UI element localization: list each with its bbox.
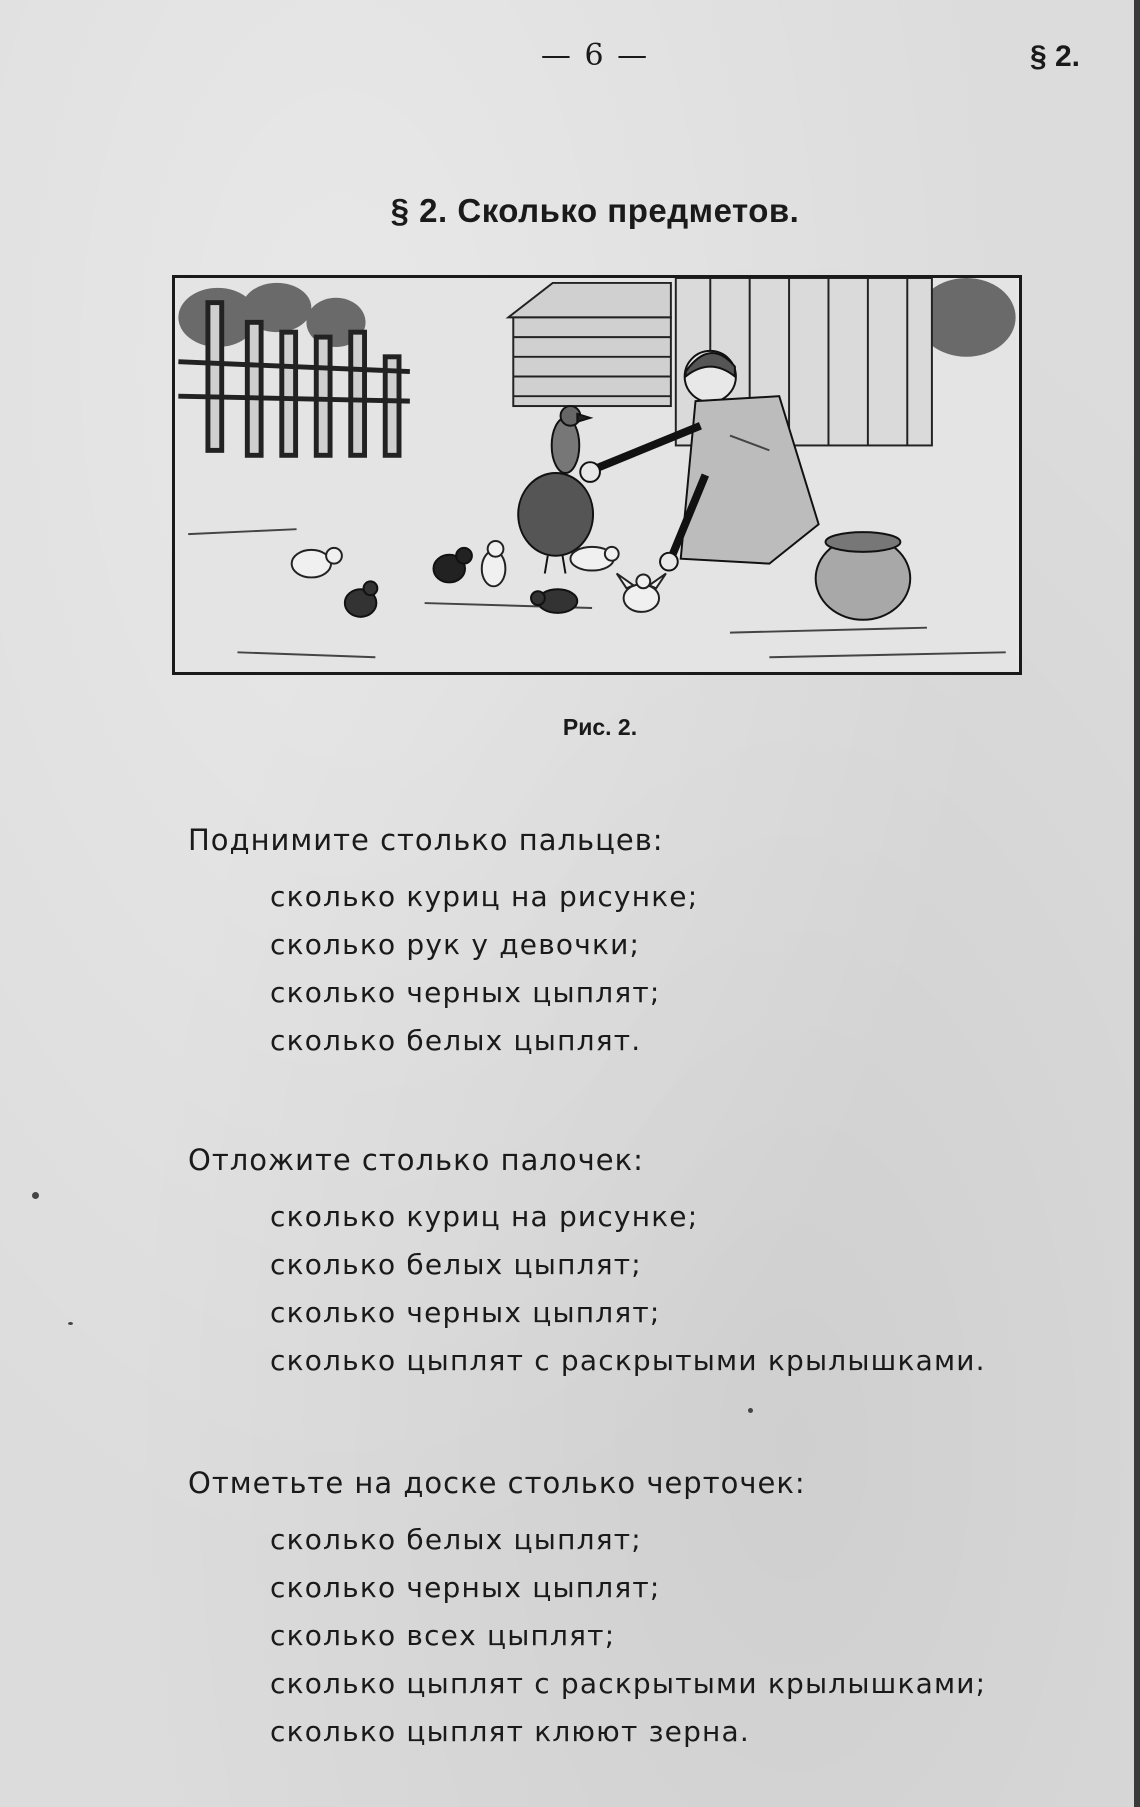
task-heading: Отложите столько палочек: [188,1143,644,1177]
task-list [188,1193,1088,1385]
task-block [188,1143,1088,1385]
illustration-drawing [175,278,1019,672]
task-item: сколько цыплят клюют зерна. [270,1715,751,1748]
task-list [188,873,1088,1065]
clay-pot [816,532,911,620]
running-section-mark: § 2. [1029,40,1080,73]
task-item: сколько черных цыплят; [270,1571,661,1604]
task-item: сколько черных цыплят; [270,1296,661,1329]
print-speck [32,1192,39,1199]
print-speck [68,1322,73,1325]
task-item: сколько белых цыплят. [270,1024,642,1057]
task-list [188,1516,1088,1756]
task-item: сколько куриц на рисунке; [270,880,699,913]
task-item: сколько черных цыплят; [270,976,661,1009]
section-title: § 2. Сколько предметов. [390,192,800,229]
task-item: сколько цыплят с раскрытыми крылышками. [270,1344,986,1377]
task-item: сколько всех цыплят; [270,1619,616,1652]
task-item: сколько белых цыплят; [270,1523,642,1556]
task-item: сколько рук у девочки; [270,928,641,961]
print-speck [748,1408,753,1413]
task-item: сколько белых цыплят; [270,1248,642,1281]
task-block [188,1466,1088,1756]
figure-caption: Рис. 2. [562,714,638,740]
task-heading: Поднимите столько пальцев: [188,823,664,857]
barn [508,283,671,406]
task-item: сколько куриц на рисунке; [270,1200,699,1233]
task-item: сколько цыплят с раскрытыми крылышками; [270,1667,987,1700]
page-number: — 6 — [540,38,650,73]
task-block [188,823,1088,1065]
illustration-girl-feeding-chickens [172,275,1022,675]
task-heading: Отметьте на доске столько черточек: [188,1466,806,1500]
